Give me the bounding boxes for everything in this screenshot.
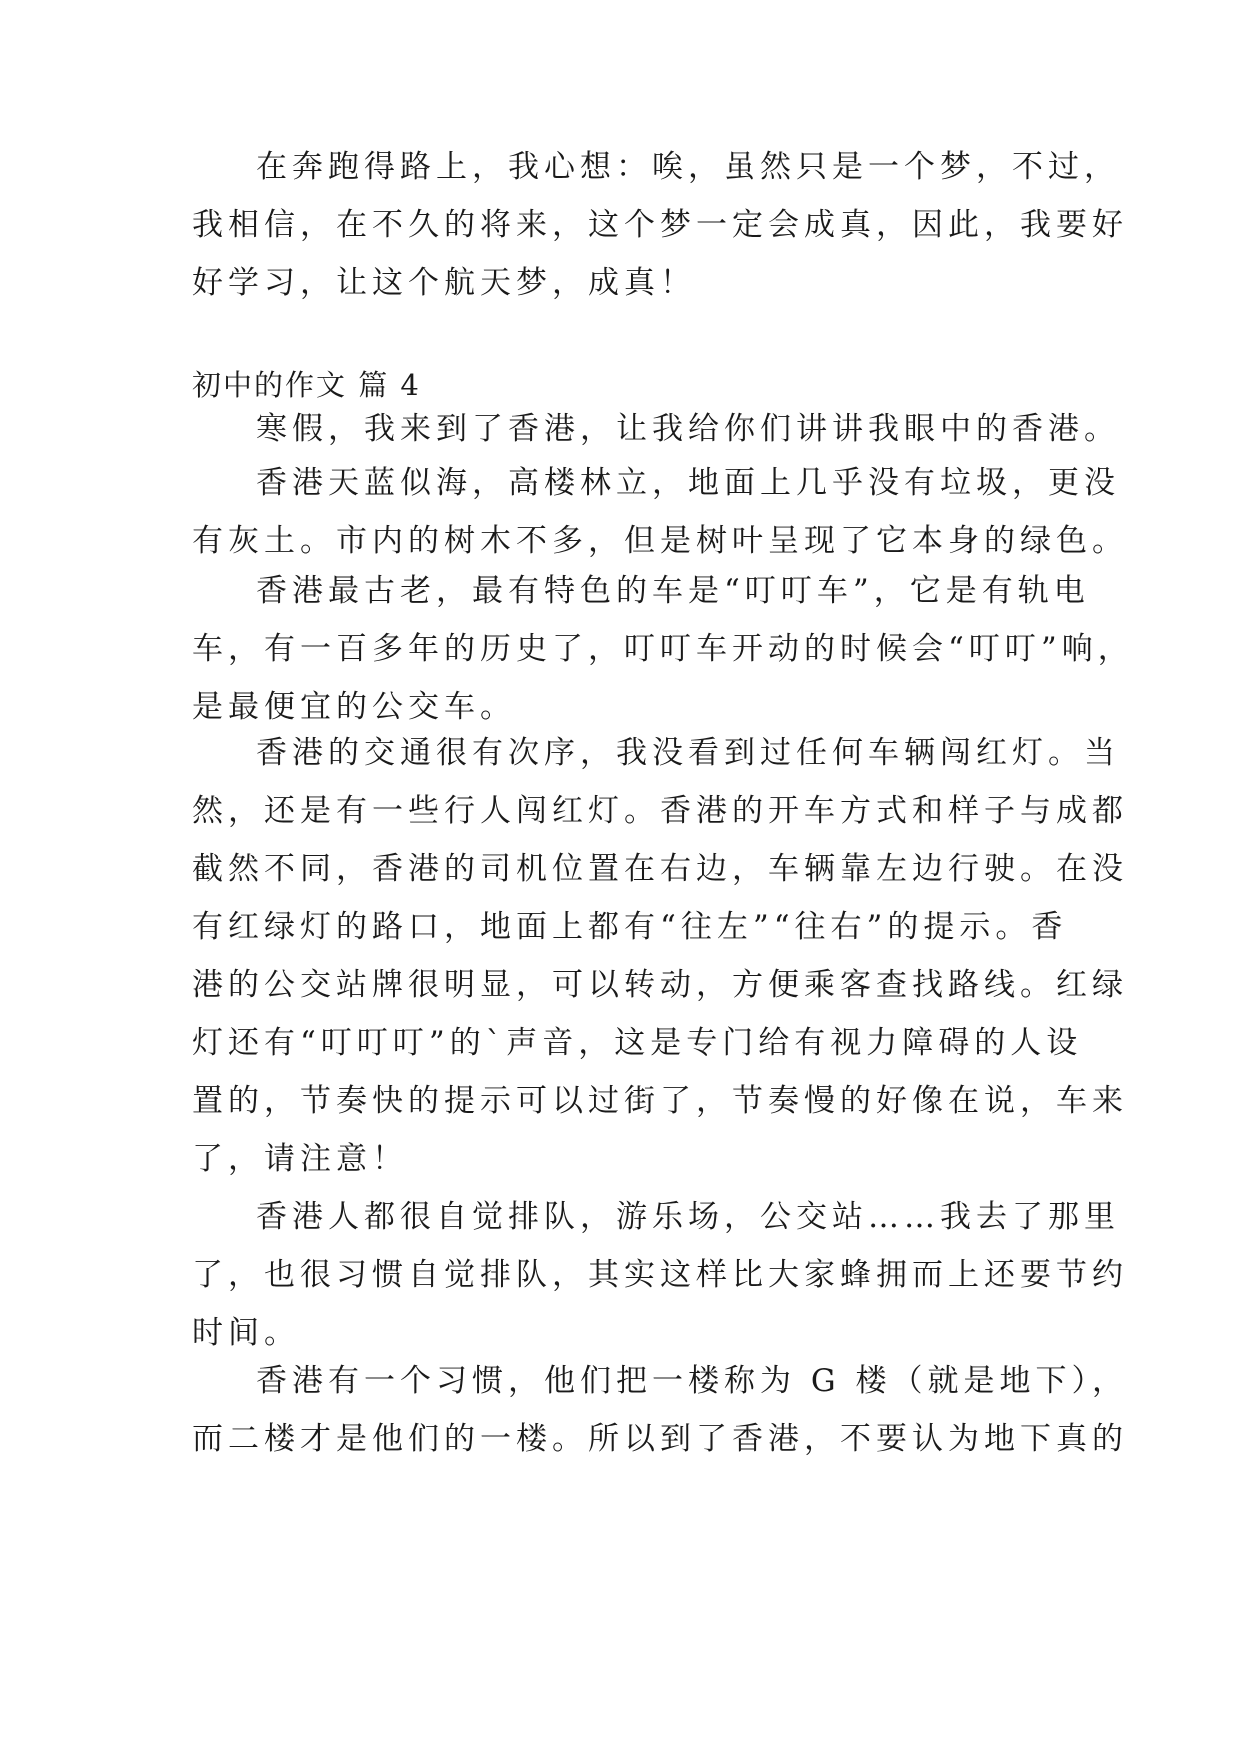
paragraph-line: 截然不同，香港的司机位置在右边，车辆靠左边行驶。在没 — [192, 851, 1128, 887]
paragraph-line: 寒假，我来到了香港，让我给你们讲讲我眼中的香港。 — [256, 411, 1120, 447]
section-heading: 初中的作文 篇 4 — [192, 368, 421, 402]
paragraph-line: 是最便宜的公交车。 — [192, 689, 516, 725]
paragraph-line: 香港天蓝似海，高楼林立，地面上几乎没有垃圾，更没 — [256, 465, 1120, 501]
paragraph-line: 置的，节奏快的提示可以过街了，节奏慢的好像在说，车来 — [192, 1083, 1128, 1119]
paragraph — [192, 724, 1128, 1188]
paragraph-line: 香港人都很自觉排队，游乐场，公交站……我去了那里 — [256, 1199, 1120, 1235]
previous-paragraph — [192, 138, 1128, 312]
paragraph — [192, 454, 1128, 570]
paragraph-line: 而二楼才是他们的一楼。所以到了香港，不要认为地下真的 — [192, 1421, 1128, 1457]
paragraph-line: 有红绿灯的路口，地面上都有“往左”“往右”的提示。香 — [192, 909, 1068, 945]
paragraph-line: 时间。 — [192, 1315, 300, 1351]
paragraph-line: 我相信，在不久的将来，这个梦一定会成真，因此，我要好 — [192, 207, 1128, 243]
paragraph — [192, 1352, 1128, 1468]
paragraph-line: 了，也很习惯自觉排队，其实这样比大家蜂拥而上还要节约 — [192, 1257, 1128, 1293]
paragraph — [192, 400, 1120, 458]
paragraph — [192, 1188, 1128, 1362]
paragraph-line: 香港最古老，最有特色的车是“叮叮车”，它是有轨电 — [256, 573, 1090, 609]
paragraph-line: 有灰土。市内的树木不多，但是树叶呈现了它本身的绿色。 — [192, 523, 1128, 559]
paragraph-line: 好学习，让这个航天梦，成真！ — [192, 265, 696, 301]
paragraph-line: 在奔跑得路上，我心想：唉，虽然只是一个梦，不过， — [256, 149, 1120, 185]
paragraph — [192, 562, 1134, 736]
paragraph-line: 香港有一个习惯，他们把一楼称为 G 楼（就是地下）， — [256, 1363, 1128, 1399]
paragraph-line: 然，还是有一些行人闯红灯。香港的开车方式和样子与成都 — [192, 793, 1128, 829]
paragraph-line: 香港的交通很有次序，我没看到过任何车辆闯红灯。当 — [256, 735, 1120, 771]
paragraph-line: 了，请注意！ — [192, 1141, 408, 1177]
paragraph-line: 车，有一百多年的历史了，叮叮车开动的时候会“叮叮”响， — [192, 631, 1134, 667]
paragraph-line: 灯还有“叮叮叮”的`声音，这是专门给有视力障碍的人设 — [192, 1025, 1083, 1061]
paragraph-line: 港的公交站牌很明显，可以转动，方便乘客查找路线。红绿 — [192, 967, 1128, 1003]
